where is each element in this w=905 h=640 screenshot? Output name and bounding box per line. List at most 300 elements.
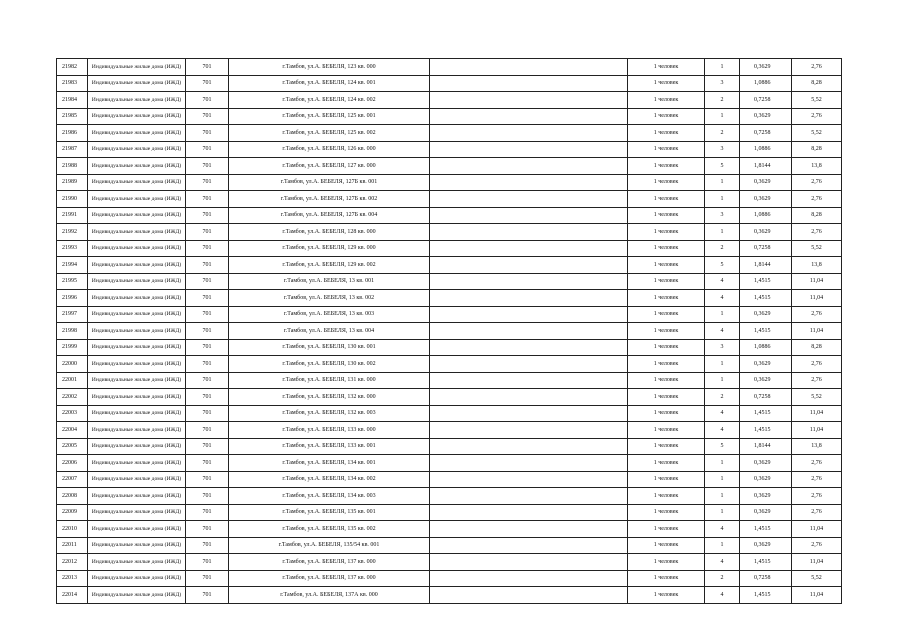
cell-account-id: 21984 (57, 92, 88, 109)
cell-housing-type: Индивидуальные жилые дома (ИЖД) (88, 273, 186, 290)
cell-code: 701 (186, 273, 229, 290)
cell-volume: 11,04 (792, 422, 842, 439)
cell-unit: 1 человек (628, 158, 705, 175)
cell-residents-count: 2 (705, 125, 740, 142)
cell-volume: 2,76 (792, 537, 842, 554)
cell-volume: 2,76 (792, 108, 842, 125)
cell-empty (430, 455, 628, 472)
cell-coefficient: 0,7258 (740, 125, 792, 142)
cell-account-id: 22014 (57, 587, 88, 604)
cell-address: г.Тамбов, ул.А. БЕБЕЛЯ, 127Б кв. 002 (229, 191, 430, 208)
records-table (56, 58, 842, 604)
cell-code: 701 (186, 141, 229, 158)
cell-residents-count: 4 (705, 290, 740, 307)
cell-volume: 11,04 (792, 273, 842, 290)
cell-empty (430, 356, 628, 373)
cell-housing-type: Индивидуальные жилые дома (ИЖД) (88, 438, 186, 455)
cell-address: г.Тамбов, ул.А. БЕБЕЛЯ, 125 кв. 001 (229, 108, 430, 125)
cell-unit: 1 человек (628, 372, 705, 389)
cell-account-id: 22005 (57, 438, 88, 455)
cell-address: г.Тамбов, ул.А. БЕБЕЛЯ, 127Б кв. 004 (229, 207, 430, 224)
cell-code: 701 (186, 455, 229, 472)
cell-account-id: 22007 (57, 471, 88, 488)
cell-account-id: 21995 (57, 273, 88, 290)
cell-account-id: 21991 (57, 207, 88, 224)
cell-coefficient: 1,0886 (740, 141, 792, 158)
cell-residents-count: 4 (705, 554, 740, 571)
cell-address: г.Тамбов, ул.А. БЕБЕЛЯ, 13 кв. 002 (229, 290, 430, 307)
cell-coefficient: 0,3629 (740, 356, 792, 373)
cell-volume: 11,04 (792, 323, 842, 340)
cell-empty (430, 554, 628, 571)
cell-coefficient: 1,8144 (740, 158, 792, 175)
table-row (57, 422, 842, 439)
cell-volume: 8,28 (792, 339, 842, 356)
table-row (57, 537, 842, 554)
cell-coefficient: 1,4515 (740, 405, 792, 422)
cell-unit: 1 человек (628, 554, 705, 571)
cell-address: г.Тамбов, ул.А. БЕБЕЛЯ, 124 кв. 001 (229, 75, 430, 92)
cell-empty (430, 488, 628, 505)
cell-unit: 1 человек (628, 125, 705, 142)
cell-coefficient: 1,4515 (740, 323, 792, 340)
table-row (57, 306, 842, 323)
cell-volume: 13,8 (792, 257, 842, 274)
cell-empty (430, 224, 628, 241)
cell-empty (430, 240, 628, 257)
cell-address: г.Тамбов, ул.А. БЕБЕЛЯ, 132 кв. 000 (229, 389, 430, 406)
cell-housing-type: Индивидуальные жилые дома (ИЖД) (88, 521, 186, 538)
cell-code: 701 (186, 471, 229, 488)
cell-residents-count: 1 (705, 224, 740, 241)
cell-unit: 1 человек (628, 356, 705, 373)
cell-code: 701 (186, 504, 229, 521)
table-row (57, 125, 842, 142)
cell-code: 701 (186, 405, 229, 422)
cell-housing-type: Индивидуальные жилые дома (ИЖД) (88, 570, 186, 587)
cell-housing-type: Индивидуальные жилые дома (ИЖД) (88, 290, 186, 307)
cell-empty (430, 158, 628, 175)
cell-coefficient: 1,0886 (740, 339, 792, 356)
table-row (57, 471, 842, 488)
cell-volume: 11,04 (792, 521, 842, 538)
cell-volume: 2,76 (792, 174, 842, 191)
cell-code: 701 (186, 207, 229, 224)
cell-coefficient: 0,3629 (740, 471, 792, 488)
cell-account-id: 21989 (57, 174, 88, 191)
table-row (57, 356, 842, 373)
cell-residents-count: 4 (705, 323, 740, 340)
cell-residents-count: 3 (705, 339, 740, 356)
cell-address: г.Тамбов, ул.А. БЕБЕЛЯ, 130 кв. 002 (229, 356, 430, 373)
cell-coefficient: 1,4515 (740, 273, 792, 290)
cell-empty (430, 92, 628, 109)
cell-code: 701 (186, 224, 229, 241)
cell-coefficient: 0,3629 (740, 504, 792, 521)
cell-account-id: 21983 (57, 75, 88, 92)
cell-volume: 2,76 (792, 471, 842, 488)
cell-unit: 1 человек (628, 141, 705, 158)
cell-account-id: 22000 (57, 356, 88, 373)
cell-account-id: 21994 (57, 257, 88, 274)
cell-account-id: 21998 (57, 323, 88, 340)
cell-empty (430, 174, 628, 191)
cell-code: 701 (186, 521, 229, 538)
cell-empty (430, 587, 628, 604)
cell-unit: 1 человек (628, 488, 705, 505)
cell-housing-type: Индивидуальные жилые дома (ИЖД) (88, 257, 186, 274)
cell-coefficient: 0,7258 (740, 389, 792, 406)
table-row (57, 75, 842, 92)
cell-volume: 2,76 (792, 372, 842, 389)
cell-unit: 1 человек (628, 191, 705, 208)
cell-volume: 2,76 (792, 306, 842, 323)
table-body (57, 59, 842, 604)
cell-coefficient: 0,3629 (740, 372, 792, 389)
cell-empty (430, 75, 628, 92)
cell-residents-count: 4 (705, 587, 740, 604)
table-row (57, 158, 842, 175)
cell-code: 701 (186, 570, 229, 587)
cell-account-id: 22006 (57, 455, 88, 472)
cell-account-id: 21999 (57, 339, 88, 356)
table-row (57, 488, 842, 505)
cell-empty (430, 438, 628, 455)
cell-empty (430, 570, 628, 587)
cell-code: 701 (186, 537, 229, 554)
cell-account-id: 22009 (57, 504, 88, 521)
cell-volume: 2,76 (792, 224, 842, 241)
cell-coefficient: 0,7258 (740, 570, 792, 587)
cell-unit: 1 человек (628, 570, 705, 587)
cell-residents-count: 5 (705, 257, 740, 274)
cell-coefficient: 1,4515 (740, 554, 792, 571)
table-row (57, 521, 842, 538)
cell-address: г.Тамбов, ул.А. БЕБЕЛЯ, 133 кв. 000 (229, 422, 430, 439)
cell-unit: 1 человек (628, 59, 705, 76)
table-row (57, 224, 842, 241)
cell-volume: 2,76 (792, 59, 842, 76)
cell-empty (430, 471, 628, 488)
cell-empty (430, 257, 628, 274)
cell-coefficient: 1,0886 (740, 207, 792, 224)
cell-empty (430, 125, 628, 142)
cell-volume: 2,76 (792, 356, 842, 373)
cell-address: г.Тамбов, ул.А. БЕБЕЛЯ, 124 кв. 002 (229, 92, 430, 109)
cell-account-id: 22011 (57, 537, 88, 554)
cell-coefficient: 0,3629 (740, 108, 792, 125)
cell-residents-count: 1 (705, 471, 740, 488)
cell-empty (430, 504, 628, 521)
cell-unit: 1 человек (628, 273, 705, 290)
cell-address: г.Тамбов, ул.А. БЕБЕЛЯ, 137А кв. 000 (229, 587, 430, 604)
cell-coefficient: 1,4515 (740, 587, 792, 604)
table-row (57, 59, 842, 76)
cell-housing-type: Индивидуальные жилые дома (ИЖД) (88, 125, 186, 142)
cell-housing-type: Индивидуальные жилые дома (ИЖД) (88, 108, 186, 125)
cell-volume: 11,04 (792, 587, 842, 604)
cell-residents-count: 1 (705, 59, 740, 76)
cell-account-id: 21992 (57, 224, 88, 241)
cell-housing-type: Индивидуальные жилые дома (ИЖД) (88, 207, 186, 224)
cell-code: 701 (186, 75, 229, 92)
cell-unit: 1 человек (628, 455, 705, 472)
cell-residents-count: 2 (705, 389, 740, 406)
cell-residents-count: 4 (705, 405, 740, 422)
cell-housing-type: Индивидуальные жилые дома (ИЖД) (88, 240, 186, 257)
cell-coefficient: 1,0886 (740, 75, 792, 92)
cell-residents-count: 1 (705, 191, 740, 208)
cell-address: г.Тамбов, ул.А. БЕБЕЛЯ, 134 кв. 002 (229, 471, 430, 488)
cell-volume: 2,76 (792, 488, 842, 505)
cell-housing-type: Индивидуальные жилые дома (ИЖД) (88, 158, 186, 175)
cell-residents-count: 5 (705, 158, 740, 175)
cell-empty (430, 521, 628, 538)
cell-volume: 5,52 (792, 92, 842, 109)
cell-unit: 1 человек (628, 257, 705, 274)
cell-residents-count: 1 (705, 306, 740, 323)
cell-account-id: 22003 (57, 405, 88, 422)
cell-housing-type: Индивидуальные жилые дома (ИЖД) (88, 372, 186, 389)
table-row (57, 587, 842, 604)
cell-account-id: 22001 (57, 372, 88, 389)
cell-coefficient: 0,7258 (740, 92, 792, 109)
cell-code: 701 (186, 191, 229, 208)
cell-housing-type: Индивидуальные жилые дома (ИЖД) (88, 504, 186, 521)
cell-volume: 5,52 (792, 125, 842, 142)
cell-unit: 1 человек (628, 471, 705, 488)
cell-address: г.Тамбов, ул.А. БЕБЕЛЯ, 132 кв. 003 (229, 405, 430, 422)
cell-code: 701 (186, 372, 229, 389)
table-row (57, 323, 842, 340)
cell-coefficient: 0,3629 (740, 59, 792, 76)
cell-empty (430, 323, 628, 340)
cell-housing-type: Индивидуальные жилые дома (ИЖД) (88, 389, 186, 406)
cell-residents-count: 1 (705, 108, 740, 125)
cell-residents-count: 3 (705, 207, 740, 224)
cell-volume: 11,04 (792, 290, 842, 307)
cell-residents-count: 1 (705, 488, 740, 505)
table-row (57, 438, 842, 455)
cell-empty (430, 405, 628, 422)
cell-code: 701 (186, 339, 229, 356)
cell-address: г.Тамбов, ул.А. БЕБЕЛЯ, 133 кв. 001 (229, 438, 430, 455)
cell-housing-type: Индивидуальные жилые дома (ИЖД) (88, 488, 186, 505)
table-row (57, 108, 842, 125)
cell-empty (430, 422, 628, 439)
table-row (57, 92, 842, 109)
cell-code: 701 (186, 554, 229, 571)
cell-volume: 5,52 (792, 240, 842, 257)
document-page (56, 58, 841, 604)
cell-address: г.Тамбов, ул.А. БЕБЕЛЯ, 127 кв. 000 (229, 158, 430, 175)
cell-code: 701 (186, 257, 229, 274)
cell-housing-type: Индивидуальные жилые дома (ИЖД) (88, 554, 186, 571)
cell-address: г.Тамбов, ул.А. БЕБЕЛЯ, 13 кв. 003 (229, 306, 430, 323)
cell-address: г.Тамбов, ул.А. БЕБЕЛЯ, 129 кв. 002 (229, 257, 430, 274)
table-row (57, 372, 842, 389)
cell-address: г.Тамбов, ул.А. БЕБЕЛЯ, 13 кв. 004 (229, 323, 430, 340)
cell-unit: 1 человек (628, 521, 705, 538)
cell-empty (430, 108, 628, 125)
cell-address: г.Тамбов, ул.А. БЕБЕЛЯ, 135/54 кв. 001 (229, 537, 430, 554)
cell-housing-type: Индивидуальные жилые дома (ИЖД) (88, 174, 186, 191)
cell-residents-count: 1 (705, 504, 740, 521)
cell-address: г.Тамбов, ул.А. БЕБЕЛЯ, 128 кв. 000 (229, 224, 430, 241)
cell-housing-type: Индивидуальные жилые дома (ИЖД) (88, 92, 186, 109)
table-row (57, 455, 842, 472)
cell-code: 701 (186, 290, 229, 307)
cell-volume: 11,04 (792, 554, 842, 571)
cell-code: 701 (186, 125, 229, 142)
cell-unit: 1 человек (628, 339, 705, 356)
cell-empty (430, 290, 628, 307)
cell-address: г.Тамбов, ул.А. БЕБЕЛЯ, 13 кв. 001 (229, 273, 430, 290)
table-row (57, 570, 842, 587)
cell-empty (430, 273, 628, 290)
cell-code: 701 (186, 389, 229, 406)
cell-housing-type: Индивидуальные жилые дома (ИЖД) (88, 224, 186, 241)
cell-unit: 1 человек (628, 587, 705, 604)
cell-address: г.Тамбов, ул.А. БЕБЕЛЯ, 130 кв. 001 (229, 339, 430, 356)
cell-unit: 1 человек (628, 438, 705, 455)
cell-account-id: 22013 (57, 570, 88, 587)
cell-address: г.Тамбов, ул.А. БЕБЕЛЯ, 135 кв. 001 (229, 504, 430, 521)
cell-unit: 1 человек (628, 422, 705, 439)
cell-coefficient: 0,3629 (740, 455, 792, 472)
cell-code: 701 (186, 92, 229, 109)
cell-residents-count: 3 (705, 141, 740, 158)
cell-code: 701 (186, 422, 229, 439)
table-row (57, 207, 842, 224)
cell-housing-type: Индивидуальные жилые дома (ИЖД) (88, 405, 186, 422)
cell-empty (430, 141, 628, 158)
cell-address: г.Тамбов, ул.А. БЕБЕЛЯ, 125 кв. 002 (229, 125, 430, 142)
cell-account-id: 21997 (57, 306, 88, 323)
cell-account-id: 21982 (57, 59, 88, 76)
cell-housing-type: Индивидуальные жилые дома (ИЖД) (88, 141, 186, 158)
table-row (57, 504, 842, 521)
cell-residents-count: 3 (705, 75, 740, 92)
cell-address: г.Тамбов, ул.А. БЕБЕЛЯ, 126 кв. 000 (229, 141, 430, 158)
cell-account-id: 21988 (57, 158, 88, 175)
cell-code: 701 (186, 306, 229, 323)
cell-unit: 1 человек (628, 323, 705, 340)
cell-account-id: 22008 (57, 488, 88, 505)
cell-volume: 13,8 (792, 158, 842, 175)
cell-housing-type: Индивидуальные жилые дома (ИЖД) (88, 455, 186, 472)
cell-volume: 2,76 (792, 191, 842, 208)
cell-housing-type: Индивидуальные жилые дома (ИЖД) (88, 471, 186, 488)
cell-address: г.Тамбов, ул.А. БЕБЕЛЯ, 135 кв. 002 (229, 521, 430, 538)
cell-coefficient: 1,4515 (740, 290, 792, 307)
cell-unit: 1 человек (628, 389, 705, 406)
cell-volume: 2,76 (792, 455, 842, 472)
cell-coefficient: 1,8144 (740, 438, 792, 455)
table-row (57, 389, 842, 406)
cell-empty (430, 339, 628, 356)
cell-unit: 1 человек (628, 504, 705, 521)
cell-residents-count: 2 (705, 92, 740, 109)
cell-volume: 5,52 (792, 570, 842, 587)
cell-housing-type: Индивидуальные жилые дома (ИЖД) (88, 339, 186, 356)
table-row (57, 554, 842, 571)
cell-address: г.Тамбов, ул.А. БЕБЕЛЯ, 134 кв. 003 (229, 488, 430, 505)
cell-address: г.Тамбов, ул.А. БЕБЕЛЯ, 123 кв. 000 (229, 59, 430, 76)
cell-unit: 1 человек (628, 306, 705, 323)
cell-account-id: 22002 (57, 389, 88, 406)
cell-housing-type: Индивидуальные жилые дома (ИЖД) (88, 59, 186, 76)
cell-volume: 13,8 (792, 438, 842, 455)
cell-coefficient: 0,3629 (740, 174, 792, 191)
cell-residents-count: 5 (705, 438, 740, 455)
cell-account-id: 22004 (57, 422, 88, 439)
cell-code: 701 (186, 158, 229, 175)
cell-unit: 1 человек (628, 290, 705, 307)
cell-coefficient: 1,4515 (740, 422, 792, 439)
cell-account-id: 21986 (57, 125, 88, 142)
cell-housing-type: Индивидуальные жилые дома (ИЖД) (88, 537, 186, 554)
table-row (57, 405, 842, 422)
cell-volume: 2,76 (792, 504, 842, 521)
cell-housing-type: Индивидуальные жилые дома (ИЖД) (88, 75, 186, 92)
cell-unit: 1 человек (628, 224, 705, 241)
cell-empty (430, 59, 628, 76)
table-row (57, 273, 842, 290)
cell-housing-type: Индивидуальные жилые дома (ИЖД) (88, 587, 186, 604)
table-row (57, 240, 842, 257)
cell-unit: 1 человек (628, 207, 705, 224)
cell-address: г.Тамбов, ул.А. БЕБЕЛЯ, 137 кв. 000 (229, 570, 430, 587)
cell-account-id: 22010 (57, 521, 88, 538)
cell-residents-count: 4 (705, 422, 740, 439)
cell-empty (430, 306, 628, 323)
cell-coefficient: 0,7258 (740, 240, 792, 257)
cell-empty (430, 372, 628, 389)
cell-code: 701 (186, 587, 229, 604)
cell-address: г.Тамбов, ул.А. БЕБЕЛЯ, 127Б кв. 001 (229, 174, 430, 191)
cell-housing-type: Индивидуальные жилые дома (ИЖД) (88, 323, 186, 340)
cell-coefficient: 0,3629 (740, 191, 792, 208)
cell-empty (430, 191, 628, 208)
cell-account-id: 21987 (57, 141, 88, 158)
table-row (57, 290, 842, 307)
table-row (57, 257, 842, 274)
cell-unit: 1 человек (628, 240, 705, 257)
table-row (57, 174, 842, 191)
cell-residents-count: 2 (705, 240, 740, 257)
cell-code: 701 (186, 59, 229, 76)
cell-unit: 1 человек (628, 75, 705, 92)
cell-volume: 8,28 (792, 75, 842, 92)
cell-code: 701 (186, 174, 229, 191)
cell-residents-count: 1 (705, 174, 740, 191)
cell-unit: 1 человек (628, 405, 705, 422)
cell-coefficient: 0,3629 (740, 537, 792, 554)
cell-code: 701 (186, 108, 229, 125)
cell-unit: 1 человек (628, 92, 705, 109)
cell-address: г.Тамбов, ул.А. БЕБЕЛЯ, 129 кв. 000 (229, 240, 430, 257)
table-row (57, 339, 842, 356)
cell-empty (430, 389, 628, 406)
cell-volume: 11,04 (792, 405, 842, 422)
cell-residents-count: 2 (705, 570, 740, 587)
cell-coefficient: 1,4515 (740, 521, 792, 538)
cell-housing-type: Индивидуальные жилые дома (ИЖД) (88, 356, 186, 373)
cell-account-id: 21985 (57, 108, 88, 125)
cell-coefficient: 1,8144 (740, 257, 792, 274)
cell-residents-count: 1 (705, 372, 740, 389)
